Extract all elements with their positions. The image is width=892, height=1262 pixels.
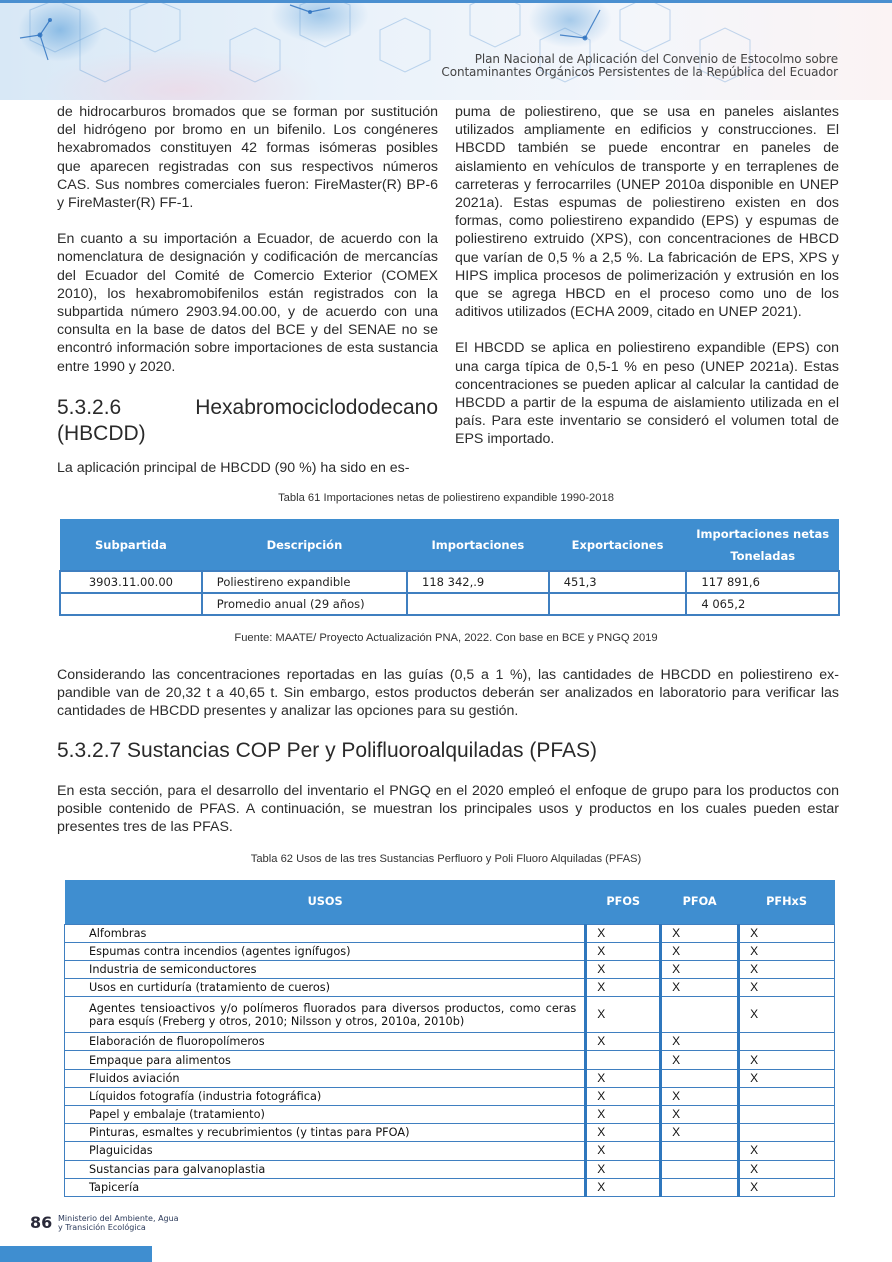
table-row	[65, 1124, 835, 1142]
cell-pfoa: X	[661, 1051, 739, 1069]
table-row	[65, 1033, 835, 1051]
cell-pfos: X	[586, 997, 661, 1033]
paragraph-hbcdd-intro: La aplicación principal de HBCDD (90 %) ha sido en es-	[57, 460, 410, 476]
table62-caption: Tabla 62 Usos de las tres Sustancias Perfluoro y Poli Fluoro Alquiladas (PFAS)	[250, 853, 642, 865]
table-header-row	[65, 880, 835, 924]
footer-accent-bar	[0, 1246, 152, 1262]
table-row	[65, 924, 835, 942]
section-title-line2: (HBCDD)	[57, 422, 146, 445]
table-row	[65, 1051, 835, 1069]
cell-pfhxs: X	[739, 960, 835, 978]
molecule-pattern-icon	[0, 0, 892, 100]
table-row	[65, 1160, 835, 1178]
cell-pfoa	[661, 1160, 739, 1178]
cell-pfos: X	[586, 1069, 661, 1087]
cell-descripcion: Promedio anual (29 años)	[202, 593, 407, 615]
cell-pfos: X	[586, 1142, 661, 1160]
cell-pfhxs: X	[739, 924, 835, 942]
cell-uso: Pinturas, esmaltes y recubrimientos (y tintas para PFOA)	[65, 1124, 586, 1142]
cell-uso: Fluidos aviación	[65, 1069, 586, 1087]
section-number: 5.3.2.6	[57, 396, 122, 419]
table-row	[65, 997, 835, 1033]
cell-importaciones: 118 342,.9	[407, 571, 549, 593]
page-number: 86	[30, 1213, 53, 1232]
paragraph-concentraciones: Considerando las concentraciones reportadas en las guías (0,5 a 1 %), las cantidades de HBCDD en poliestireno expandible van de 20,32 t a 40,65 t. Sin embargo, estos productos deberán ser analizados en laboratorio para verificar las cantidades de HBCDD presentes y analizar las opciones para su gestión.	[57, 667, 839, 720]
cell-pfoa	[661, 1178, 739, 1196]
cell-pfoa: X	[661, 924, 739, 942]
header-banner	[0, 0, 892, 100]
cell-importaciones	[407, 593, 549, 615]
cell-uso: Líquidos fotografía (industria fotográfica)	[65, 1087, 586, 1105]
cell-uso: Papel y embalaje (tratamiento)	[65, 1106, 586, 1124]
table-row	[65, 979, 835, 997]
ministry-line2: y Transición Ecológica	[58, 1222, 146, 1232]
paragraph-importacion: En cuanto a su importación a Ecuador, de acuerdo con la nomenclatura de designación y codificación de mercancías del Ecuador del Comité de Comercio Exterior (COMEX 2010), los hexabromobifenilos están registrados con la subpartida número 2903.94.00.00, y de acuerdo con una consulta en la base de datos del BCE y del SENAE no se encontró información sobre importaciones de esta sustancia entre 1990 y 2020.	[57, 231, 438, 375]
cell-exportaciones: 451,3	[549, 571, 687, 593]
header-pfhxs: PFHxS	[739, 880, 835, 924]
cell-pfhxs	[739, 1033, 835, 1051]
left-column	[57, 103, 438, 394]
document-header-title	[441, 53, 838, 79]
table-header-row	[60, 519, 839, 571]
header-usos: USOS	[65, 880, 586, 924]
cell-descripcion: Poliestireno expandible	[202, 571, 407, 593]
table-row	[65, 1178, 835, 1196]
table61-source: Fuente: MAATE/ Proyecto Actualización PNA, 2022. Con base en BCE y PNGQ 2019	[234, 632, 658, 644]
cell-pfoa	[661, 1069, 739, 1087]
cell-pfos: X	[586, 979, 661, 997]
cell-pfos: X	[586, 1033, 661, 1051]
cell-uso: Agentes tensioactivos y/o polímeros fluorados para diversos productos, como ceras para esquís (Freberg y otros, 2010; Nilsson y otros, 2010a, 2010b)	[65, 997, 586, 1033]
table-row	[65, 1087, 835, 1105]
paragraph-pfas-intro: En esta sección, para el desarrollo del inventario el PNGQ en el 2020 empleó el enfoque de grupo para los productos con posible contenido de PFAS. A continuación, se muestran los principales usos y productos en los cuales pueden estar presentes tres de las PFAS.	[57, 783, 839, 836]
cell-uso: Empaque para alimentos	[65, 1051, 586, 1069]
cell-pfoa	[661, 1142, 739, 1160]
cell-pfhxs: X	[739, 1069, 835, 1087]
section-title: Hexabromociclododecano	[195, 396, 438, 419]
cell-uso: Usos en curtiduría (tratamiento de cueros)	[65, 979, 586, 997]
cell-uso: Industria de semiconductores	[65, 960, 586, 978]
cell-pfos: X	[586, 924, 661, 942]
table-usos-pfas	[64, 880, 835, 1197]
header-exportaciones: Exportaciones	[549, 519, 687, 571]
cell-pfoa: X	[661, 979, 739, 997]
cell-pfos: X	[586, 1160, 661, 1178]
table-row	[65, 1106, 835, 1124]
cell-pfhxs: X	[739, 1178, 835, 1196]
table-row	[60, 593, 839, 615]
table-row	[60, 571, 839, 593]
cell-pfoa	[661, 997, 739, 1033]
cell-pfhxs: X	[739, 1160, 835, 1178]
cell-pfhxs	[739, 1106, 835, 1124]
header-importaciones: Importaciones	[407, 519, 549, 571]
cell-pfoa: X	[661, 1033, 739, 1051]
cell-uso: Alfombras	[65, 924, 586, 942]
header-descripcion: Descripción	[202, 519, 407, 571]
cell-pfhxs	[739, 1124, 835, 1142]
cell-netas: 117 891,6	[686, 571, 839, 593]
cell-pfos: X	[586, 1106, 661, 1124]
header-importaciones-netas	[686, 519, 839, 571]
cell-uso: Plaguicidas	[65, 1142, 586, 1160]
right-column	[455, 103, 839, 467]
section-heading-pfas: 5.3.2.7 Sustancias COP Per y Polifluoroalquiladas (PFAS)	[57, 739, 598, 762]
paragraph-hexabromobifenilos: de hidrocarburos bromados que se forman por sustitución del hidrógeno por bromo en un bifenilo. Los congéneres hexabromados constituyen 42 formas isómeras posibles que aparecen registradas con sus respectivos números CAS. Sus nombres comerciales fueron: FireMaster(R) BP-6 y FireMaster(R) FF-1.	[57, 104, 438, 212]
header-importaciones-netas-line1: Importaciones netas	[696, 526, 830, 541]
table-importaciones-eps	[59, 519, 840, 616]
header-title-line2: Contaminantes Orgánicos Persistentes de la República del Ecuador	[441, 65, 838, 79]
cell-pfhxs: X	[739, 1142, 835, 1160]
table-row	[65, 1142, 835, 1160]
cell-uso: Elaboración de fluoropolímeros	[65, 1033, 586, 1051]
cell-subpartida: 3903.11.00.00	[60, 571, 202, 593]
cell-pfos	[586, 1051, 661, 1069]
paragraph-eps: El HBCDD se aplica en poliestireno expandible (EPS) con una carga típica de 0,5-1 % en peso (UNEP 2021a). Estas concentraciones se pueden aplicar al calcular la cantidad de HBCDD a partir de la espuma de aislamiento utilizada en el país. Para este inventario se consideró el volumen total de EPS importado.	[455, 340, 839, 448]
cell-netas: 4 065,2	[686, 593, 839, 615]
cell-pfhxs: X	[739, 979, 835, 997]
paragraph-espuma: puma de poliestireno, que se usa en paneles aislantes utilizados ampliamente en edificios y construcciones. El HBCDD también se puede encontrar en paneles de aislamiento en vehículos de transporte y en terraplenes de carreteras y ferrocarriles (UNEP 2010a disponible en UNEP 2021a). Estas espumas de poliestireno existen en dos formas, como poliestireno expandido (EPS) y espumas de poliestireno extruido (XPS), con concentraciones de HBCD que varían de 0,5 % a 2,5 %. La fabricación de EPS, XPS y HIPS implica procesos de polimerización y extrusión en los que se agrega HBCD en el proceso como uno de los aditivos utilizados (ECHA 2009, citado en UNEP 2021).	[455, 104, 839, 321]
cell-pfhxs: X	[739, 942, 835, 960]
ministry-name	[58, 1215, 179, 1232]
cell-exportaciones	[549, 593, 687, 615]
table61-caption: Tabla 61 Importaciones netas de poliestireno expandible 1990-2018	[278, 492, 614, 504]
cell-pfhxs	[739, 1087, 835, 1105]
header-subpartida: Subpartida	[60, 519, 202, 571]
cell-pfhxs: X	[739, 1051, 835, 1069]
cell-pfoa: X	[661, 1106, 739, 1124]
cell-uso: Sustancias para galvanoplastia	[65, 1160, 586, 1178]
cell-pfos: X	[586, 1178, 661, 1196]
cell-pfoa: X	[661, 1124, 739, 1142]
cell-pfoa: X	[661, 960, 739, 978]
table-row	[65, 942, 835, 960]
header-pfoa: PFOA	[661, 880, 739, 924]
table-row	[65, 1069, 835, 1087]
section-heading-hbcdd	[57, 395, 438, 447]
cell-pfos: X	[586, 960, 661, 978]
ministry-line1: Ministerio del Ambiente, Agua	[58, 1214, 179, 1223]
cell-uso: Espumas contra incendios (agentes ignífugos)	[65, 942, 586, 960]
header-pfos: PFOS	[586, 880, 661, 924]
cell-pfos: X	[586, 1087, 661, 1105]
cell-pfoa: X	[661, 1087, 739, 1105]
cell-pfos: X	[586, 1124, 661, 1142]
header-title-line1: Plan Nacional de Aplicación del Convenio de Estocolmo sobre	[474, 52, 838, 66]
cell-pfhxs: X	[739, 997, 835, 1033]
cell-subpartida	[60, 593, 202, 615]
cell-pfos: X	[586, 942, 661, 960]
header-importaciones-netas-line2: Toneladas	[730, 548, 796, 563]
cell-pfoa: X	[661, 942, 739, 960]
cell-uso: Tapicería	[65, 1178, 586, 1196]
table-row	[65, 960, 835, 978]
